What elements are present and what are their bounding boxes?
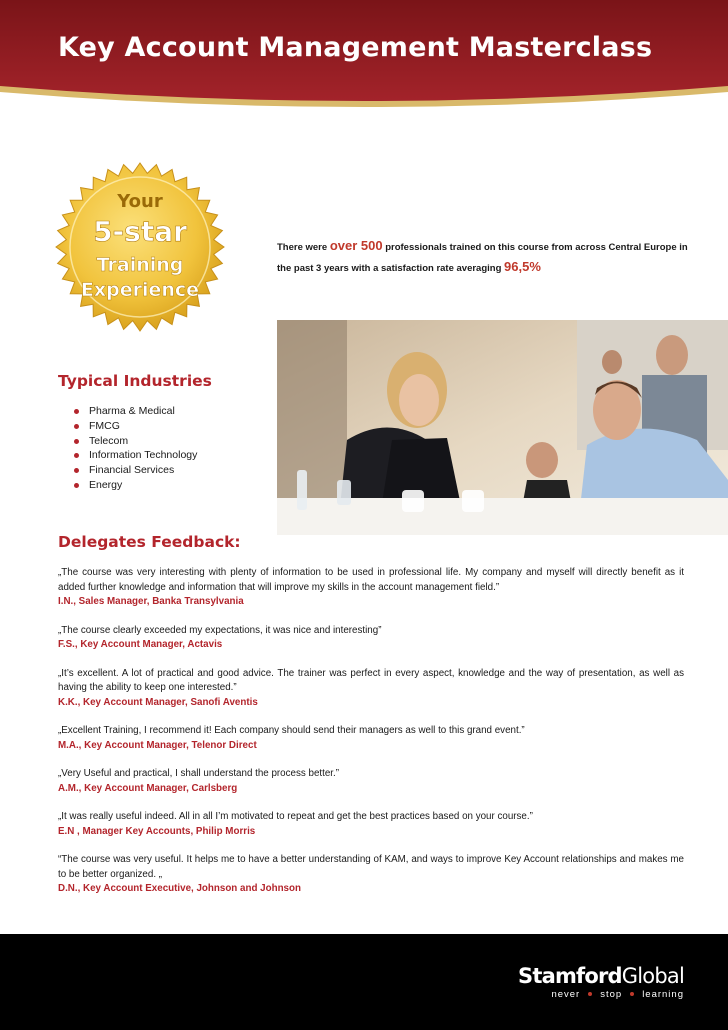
industry-label: Information Technology	[89, 449, 198, 462]
seal-badge-icon	[55, 155, 225, 340]
feedback-item	[58, 667, 684, 711]
stat-highlight-count: over 500	[329, 238, 383, 253]
logo-tagline	[518, 989, 684, 1000]
industry-label: FMCG	[89, 419, 120, 432]
bullet-icon	[74, 483, 79, 488]
tagline-word: stop	[600, 989, 623, 1000]
stat-highlight-rate: 96,5%	[504, 259, 541, 274]
feedback-quote: „It was really useful indeed. All in all I’m motivated to repeat and get the best practices based on your course.”	[58, 811, 533, 822]
feedback-author: A.M., Key Account Manager, Carlsberg	[58, 782, 238, 794]
tagline-separator-dot-icon	[630, 992, 634, 996]
header-banner	[0, 0, 728, 120]
footer-bar	[0, 934, 728, 1030]
industry-item	[72, 434, 197, 449]
logo-light: Global	[621, 964, 684, 988]
industry-label: Energy	[89, 478, 123, 491]
bullet-icon	[74, 409, 79, 414]
bullet-icon	[74, 424, 79, 429]
feedback-item	[58, 724, 684, 753]
bullet-icon	[74, 468, 79, 473]
industry-item	[72, 404, 197, 419]
feedback-item	[58, 624, 684, 653]
feedback-quote: „The course clearly exceeded my expectations, it was nice and interesting”	[58, 624, 382, 636]
stat-text-pre: There were	[277, 242, 330, 253]
tagline-separator-dot-icon	[588, 992, 592, 996]
industry-item	[72, 478, 197, 493]
industry-item	[72, 463, 197, 478]
feedback-quote: „The course was very interesting with plenty of information to be used in professional life. My company and myself will directly benefit as it added further knowledge and information that will improve my skills in the account management field.”	[58, 567, 684, 593]
feedback-author: K.K., Key Account Manager, Sanofi Aventis	[58, 696, 258, 708]
logo-wordmark	[518, 964, 684, 988]
seal-line-3: Training	[96, 254, 184, 276]
bullet-icon	[74, 453, 79, 458]
feedback-author: I.N., Sales Manager, Banka Transylvania	[58, 596, 244, 607]
industry-label: Financial Services	[89, 464, 175, 477]
tagline-word: learning	[642, 989, 684, 1000]
industry-item	[72, 448, 197, 463]
feedback-author: F.S., Key Account Manager, Actavis	[58, 639, 223, 650]
seal-line-1: Your	[117, 191, 163, 212]
five-star-seal	[55, 155, 225, 340]
feedback-quote: „Very Useful and practical, I shall understand the process better.”	[58, 768, 339, 779]
page-title: Key Account Management Masterclass	[58, 32, 653, 63]
feedback-item	[58, 810, 684, 839]
feedback-quote: „It’s excellent. A lot of practical and good advice. The trainer was perfect in every aspect, knowledge and the way of presentation, as well as having the ability to keep one interested.”	[58, 667, 684, 693]
feedback-author: D.N., Key Account Executive, Johnson and Johnson	[58, 883, 301, 894]
industry-label: Pharma & Medical	[89, 405, 175, 417]
feedback-item	[58, 853, 684, 897]
industries-heading: Typical Industries	[58, 372, 212, 390]
feedback-heading: Delegates Feedback:	[58, 533, 241, 551]
training-photo	[277, 320, 728, 535]
feedback-item	[58, 566, 684, 610]
stat-text-mid: professionals trained on this course from across Central Europe in the past 3 years with a satisfaction rate averaging	[277, 242, 688, 274]
feedback-quote: „Excellent Training, I recommend it! Each company should send their managers as well to this grand event.”	[58, 725, 525, 736]
feedback-author: E.N , Manager Key Accounts, Philip Morris	[58, 825, 256, 837]
seal-line-2: 5-star	[93, 215, 187, 248]
feedback-item	[58, 767, 684, 796]
stamford-global-logo	[518, 964, 684, 1000]
logo-bold: Stamford	[518, 964, 622, 988]
feedback-author: M.A., Key Account Manager, Telenor Direct	[58, 739, 257, 751]
industry-item	[72, 419, 197, 434]
feedback-quote: “The course was very useful. It helps me to have a better understanding of KAM, and ways to improve Key Account relationships and makes me to be better organized. „	[58, 854, 684, 880]
industries-list	[72, 404, 197, 493]
feedback-list	[58, 566, 684, 911]
tagline-word: never	[551, 989, 581, 1000]
seal-line-4: Experience	[80, 279, 200, 301]
classroom-photo-image	[277, 320, 728, 535]
training-statistic	[277, 236, 697, 278]
bullet-icon	[74, 439, 79, 444]
industry-label: Telecom	[89, 434, 129, 447]
